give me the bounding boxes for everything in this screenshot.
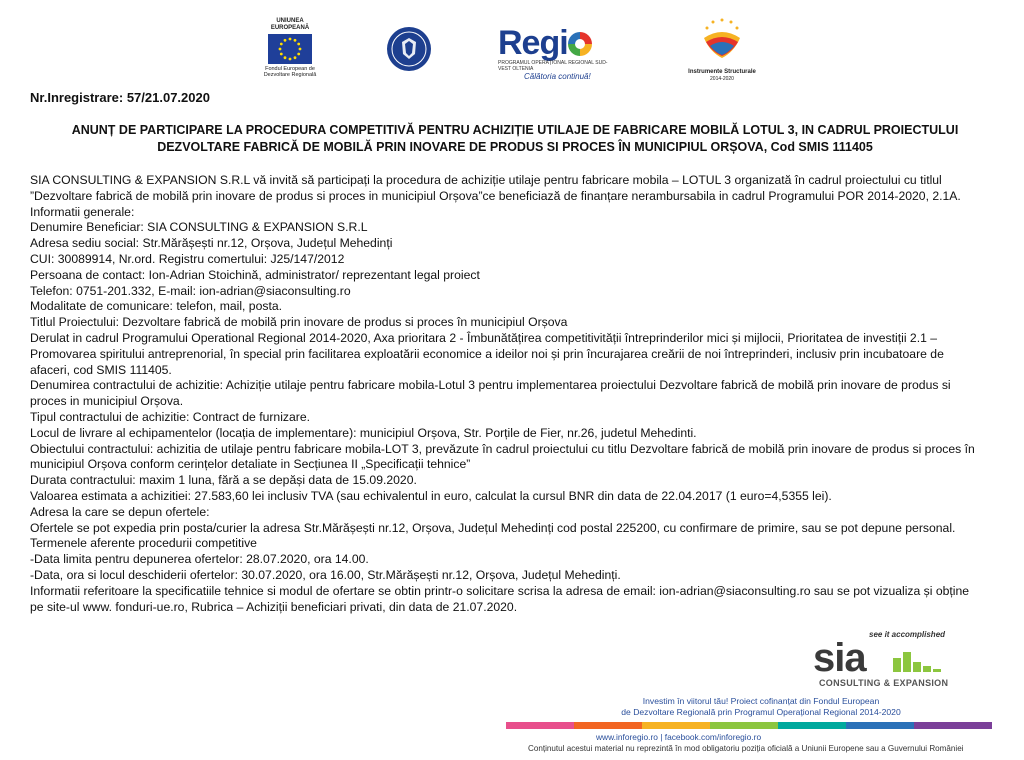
body-paragraph: Denumirea contractului de achizitie: Achiziție utilaje pentru fabricare mobila-Lotul 3 pentru implementarea proiectului Dezvoltare fabrică de mobilă prin inovare de produs si proces in municipiul Orșova. [30,378,951,409]
body-paragraph: Valoarea estimata a achizitiei: 27.583,60 lei inclusiv TVA (sau echivalentul in euro, calculat la cursul BNR din data de 22.04.2017 (1 euro=4,5355 lei). [30,488,832,503]
footer-links: www.inforegio.ro | facebook.com/inforegio.ro [596,732,762,742]
body-paragraph: Modalitate de comunicare: telefon, mail, posta. [30,299,283,314]
eu-logo [262,18,318,78]
body-paragraph: Informatii generale: [30,204,135,219]
sia-logo [803,630,993,694]
regio-o-icon [568,32,592,56]
regio-word: Reg [498,24,560,62]
announcement-title: ANUNȚ DE PARTICIPARE LA PROCEDURA COMPETITIVĂ PENTRU ACHIZIȚIE UTILAJE DE FABRICARE MOBILĂ LOTUL 3, IN CADRUL PROIECTULUI DEZVOLTARE FABRICĂ DE MOBILĂ PRIN INOVARE DE PRODUS SI PROCES ÎN MUNICIPIUL ORȘOVA, Cod SMIS 111405 [71,123,959,154]
body-paragraph: Informatii referitoare la specificatiile tehnice si modul de ofertare se obtin printr-o solicitare scrisa la adresa de email: ion-adrian@siaconsulting.ro sau se pot vizualiza și obține pe site-ul www. fonduri-ue.ro, Rubrica – Achiziții beneficiari privati, din data de 21.07.2020. [30,583,970,614]
footer-disclaimer: Conținutul acestui material nu reprezintă în mod obligatoriu poziția oficială a Uniunii Europene sau a Guvernului României [528,744,964,753]
eu-logo-caption: UNIUNEA EUROPEANĂ [270,18,310,31]
body-paragraph: Adresa sediu social: Str.Mărășești nr.12, Orșova, Județul Mehedinți [30,236,393,251]
body-paragraph: Durata contractului: maxim 1 luna, fără a se depăși data de 15.09.2020. [30,473,417,488]
structural-instruments-caption: Instrumente Structurale [688,69,756,75]
logo-bar [0,12,1024,88]
body-paragraph: Obiectului contractului: achizitia de utilaje pentru fabricare mobila-LOT 3, prevăzute în cadrul proiectului cu titlu Dezvoltare fabrică de mobilă prin inovare de produs si proces în municipiul Orșova conform cerințelor detaliate in Secțiunea II „Specificații tehnice” [30,441,975,472]
body-paragraph: Tipul contractului de achizitie: Contract de furnizare. [30,409,310,424]
regio-program: PROGRAMUL OPERAȚIONAL REGIONAL [498,60,594,66]
body-paragraph: Termenele aferente procedurii competitive [30,536,257,551]
sia-wordmark: sia [813,636,866,680]
sia-tagline: see it accomplished [869,630,946,639]
regio-logo [498,26,614,81]
regio-region: SUD-VEST OLTENIA [498,60,608,72]
body-paragraph: Telefon: 0751-201.332, E-mail: ion-adrian@siaconsulting.ro [30,283,351,298]
eu-fund-caption: Fondul European de Dezvoltare Regională [263,66,317,78]
regio-tagline: Călătoria continuă! [524,72,591,81]
footer-statement [556,696,966,718]
color-stripe [506,722,992,729]
body-paragraph: CUI: 30089914, Nr.ord. Registru comertului: J25/147/2012 [30,251,345,266]
body-paragraph: SIA CONSULTING & EXPANSION S.R.L vă invită să participați la procedura de achiziție utilaje pentru fabricare mobila – LOTUL 3 organizată în cadrul proiectului cu titlul ”Dezvoltare fabrică de mobilă prin inovare de produs si proces in municipiul Orșova”ce beneficiază de finanțare nerambursabila in cadrul Programului POR 2014-2020, 2.1A. [30,173,961,203]
government-seal-icon [386,26,432,72]
body-paragraph: Derulat in cadrul Programului Operational Regional 2014-2020, Axa prioritara 2 - Îmbunătățirea competitivității întreprinderilor mici și mijlocii, Prioritatea de investiții 2.1 – Promovarea spiritului antreprenorial, în special prin facilitarea exploatării economice a ideilor noi și prin încurajarea creării de noi întreprinderi, inclusiv prin incubatoare de afaceri, cod SMIS 111405. [30,330,944,377]
registration-number: Nr.Inregistrare: 57/21.07.2020 [30,90,210,105]
body-paragraph: -Data limita pentru depunerea ofertelor: 28.07.2020, ora 14.00. [30,552,369,567]
announcement-body [30,173,986,615]
footer-line-1: Investim în viitorul tău! Proiect cofinanțat din Fondul European [642,696,880,706]
sia-subtitle: CONSULTING & EXPANSION [819,678,949,688]
body-paragraph: Denumire Beneficiar: SIA CONSULTING & EXPANSION S.R.L [30,220,368,235]
footer-line-2: de Dezvoltare Regională prin Programul Operațional Regional 2014-2020 [621,707,901,717]
structural-instruments-icon [682,16,762,62]
regio-i: i [559,24,568,62]
structural-instruments-years: 2014-2020 [710,76,734,82]
body-paragraph: Locul de livrare al echipamentelor (locația de implementare): municipiul Orșova, Str. Porțile de Fier, nr.26, judetul Mehedinti. [30,425,697,440]
body-paragraph: Persoana de contact: Ion-Adrian Stoichină, administrator/ reprezentant legal proiect [30,267,480,282]
body-paragraph: Titlul Proiectului: Dezvoltare fabrică de mobilă prin inovare de produs si proces în municipiul Orșova [30,315,568,330]
eu-flag-icon [268,34,312,64]
structural-instruments-logo [682,16,762,82]
body-paragraph: Ofertele se pot expedia prin posta/curier la adresa Str.Mărășești nr.12, Orșova, Județul Mehedinți cod postal 225200, cu confirmare de primire, sau se pot depune personal. [30,520,956,535]
body-paragraph: -Data, ora si locul deschiderii ofertelor: 30.07.2020, ora 16.00, Str.Mărășești nr.12, Orșova, Județul Mehedinți. [30,567,621,582]
body-paragraph: Adresa la care se depun ofertele: [30,504,210,519]
